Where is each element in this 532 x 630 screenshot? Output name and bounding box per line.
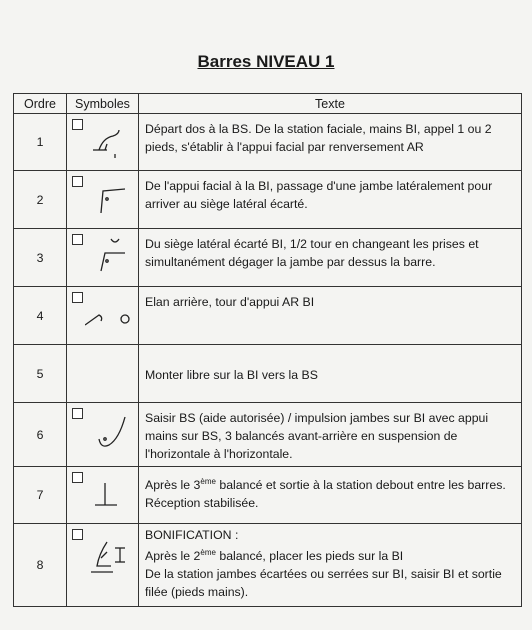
row-text: Du siège latéral écarté BI, 1/2 tour en changeant les prises et simultanément dégager la jambe par dessus la barre. bbox=[139, 229, 522, 287]
table-row bbox=[14, 287, 522, 345]
table-row bbox=[14, 114, 522, 171]
row-text: Départ dos à la BS. De la station faciale, mains BI, appel 1 ou 2 pieds, s'établir à l'appui facial par renversement AR bbox=[139, 114, 522, 171]
checkbox[interactable] bbox=[72, 119, 83, 130]
symbol-drawing-2-icon bbox=[85, 177, 133, 217]
row-text: De l'appui facial à la BI, passage d'une jambe latéralement pour arriver au siège latéral écarté. bbox=[139, 171, 522, 229]
row-symbol bbox=[67, 287, 139, 345]
checkbox[interactable] bbox=[72, 529, 83, 540]
checkbox[interactable] bbox=[72, 176, 83, 187]
checkbox[interactable] bbox=[72, 292, 83, 303]
table-row bbox=[14, 524, 522, 607]
row-ordre: 6 bbox=[14, 403, 67, 467]
row-symbol bbox=[67, 524, 139, 607]
table-row bbox=[14, 171, 522, 229]
table-row bbox=[14, 403, 522, 467]
symbol-drawing-8-icon bbox=[85, 538, 133, 578]
table-row bbox=[14, 229, 522, 287]
header-ordre: Ordre bbox=[14, 94, 67, 114]
row-ordre: 8 bbox=[14, 524, 67, 607]
exercise-table bbox=[13, 93, 522, 607]
row-ordre: 3 bbox=[14, 229, 67, 287]
row-ordre: 5 bbox=[14, 345, 67, 403]
checkbox[interactable] bbox=[72, 234, 83, 245]
symbol-drawing-6-icon bbox=[85, 409, 133, 449]
table-header-row bbox=[14, 94, 522, 114]
table-row bbox=[14, 345, 522, 403]
symbol-drawing-7-icon bbox=[85, 473, 133, 513]
checkbox[interactable] bbox=[72, 472, 83, 483]
table-row bbox=[14, 467, 522, 524]
row-text: Après le 3ème balancé et sortie à la station debout entre les barres. Réception stabilisée. bbox=[139, 467, 522, 524]
header-symboles: Symboles bbox=[67, 94, 139, 114]
row-text: BONIFICATION : Après le 2ème balancé, placer les pieds sur la BI De la station jambes écartées ou serrées sur BI, saisir BI et sortie filée (pieds mains). bbox=[139, 524, 522, 607]
row-ordre: 4 bbox=[14, 287, 67, 345]
checkbox[interactable] bbox=[72, 408, 83, 419]
row-ordre: 2 bbox=[14, 171, 67, 229]
header-texte: Texte bbox=[139, 94, 522, 114]
row-symbol bbox=[67, 403, 139, 467]
row-ordre: 7 bbox=[14, 467, 67, 524]
row-text: Elan arrière, tour d'appui AR BI bbox=[139, 287, 522, 345]
symbol-drawing-4-icon bbox=[85, 293, 133, 333]
row-text: Saisir BS (aide autorisée) / impulsion jambes sur BI avec appui mains sur BS, 3 balancés avant-arrière en suspension de l'horizontale à l'horizontale. bbox=[139, 403, 522, 467]
row-symbol bbox=[67, 114, 139, 171]
page-title: Barres NIVEAU 1 bbox=[197, 52, 335, 71]
row-symbol bbox=[67, 467, 139, 524]
row-text: Monter libre sur la BI vers la BS bbox=[139, 345, 522, 403]
symbol-drawing-1-icon bbox=[85, 120, 133, 160]
row-ordre: 1 bbox=[14, 114, 67, 171]
symbol-drawing-3-icon bbox=[85, 235, 133, 275]
row-symbol bbox=[67, 171, 139, 229]
row-symbol bbox=[67, 345, 139, 403]
row-symbol bbox=[67, 229, 139, 287]
